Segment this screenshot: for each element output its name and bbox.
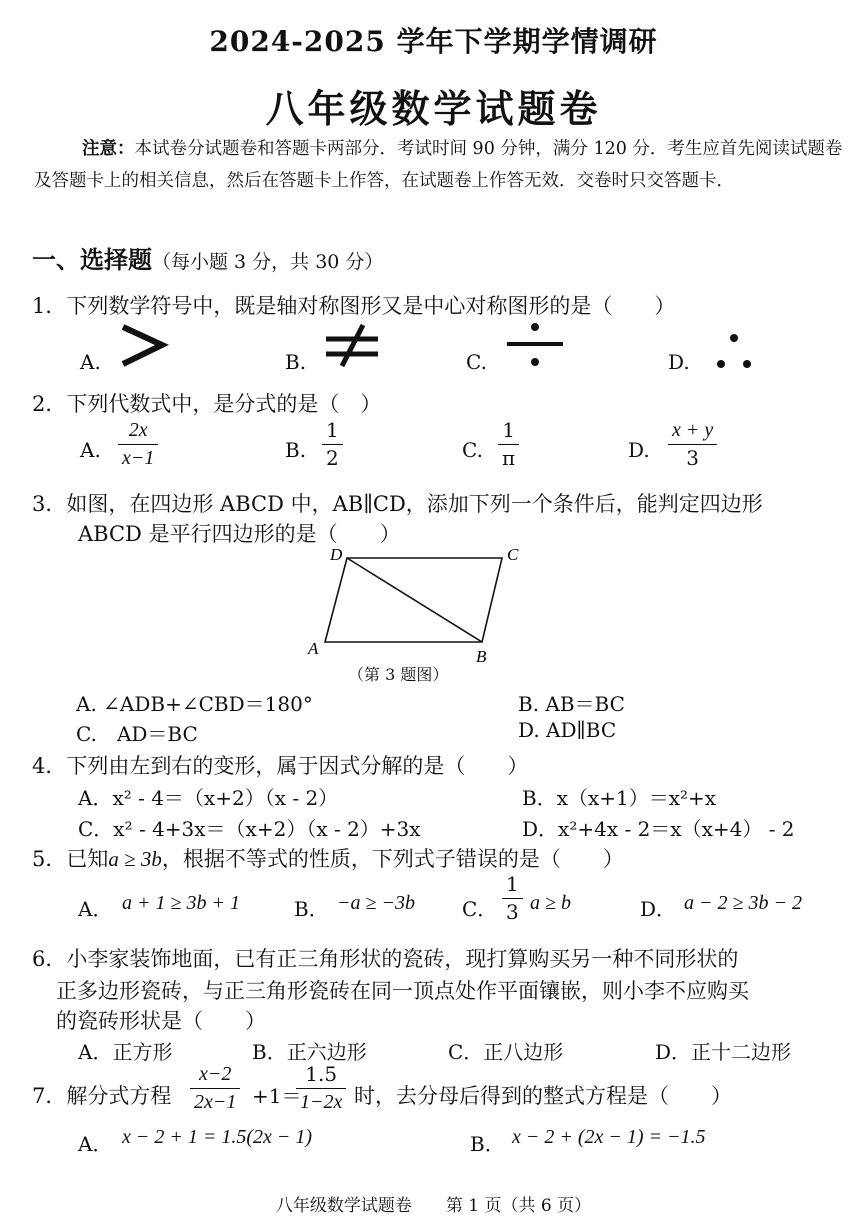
q5-option-b: −a ≥ −3b bbox=[337, 892, 415, 914]
vertex-label-c: C bbox=[507, 545, 519, 564]
q7-stem-suffix: 时，去分母后得到的整式方程是（ ） bbox=[354, 1084, 732, 1108]
q5-option-c-label: C． bbox=[462, 897, 498, 921]
parallelogram-figure bbox=[300, 540, 530, 665]
q2-d-denominator: 3 bbox=[686, 446, 699, 470]
q1-option-a-label: A. bbox=[80, 350, 101, 374]
vertex-label-d: D bbox=[330, 545, 343, 564]
q7-option-b: x − 2 + (2x − 1) = −1.5 bbox=[512, 1126, 706, 1148]
q1-option-b-label: B. bbox=[285, 350, 307, 374]
q7-plus-one: +1＝ bbox=[252, 1084, 302, 1108]
q2-c-denominator: π bbox=[502, 446, 516, 470]
q3-stem-line2: ABCD 是平行四边形的是（ ） bbox=[78, 522, 401, 546]
q6-option-c: C．正八边形 bbox=[448, 1040, 564, 1064]
division-symbol bbox=[503, 318, 567, 370]
section-note: （每小题 3 分，共 30 分） bbox=[152, 251, 384, 273]
q2-option-d-fraction bbox=[668, 420, 717, 469]
notice-text: 本试卷分试题卷和答题卡两部分．考试时间 90 分钟，满分 120 分．考生应首先阅读试题卷及答题卡上的相关信息，然后在答题卡上作答，在试题卷上作答无效．交卷时只交答题卡． bbox=[34, 139, 843, 191]
exam-title: 八年级数学试题卷 bbox=[265, 86, 602, 131]
q2-option-d-label: D. bbox=[628, 438, 650, 462]
q5-option-a: a + 1 ≥ 3b + 1 bbox=[122, 892, 240, 914]
q1-option-d-label: D. bbox=[668, 350, 690, 374]
footer-subject: 八年级数学试题卷 bbox=[275, 1196, 412, 1216]
q6-stem-line2: 正多边形瓷砖，与正三角形瓷砖在同一顶点处作平面镶嵌，则小李不应购买 bbox=[56, 979, 749, 1003]
footer-page-number: 第 1 页（共 6 页） bbox=[445, 1196, 592, 1216]
because-symbol bbox=[712, 330, 756, 372]
q5-option-c: a ≥ b bbox=[530, 892, 571, 914]
q2-b-numerator: 1 bbox=[322, 420, 343, 445]
q4-option-a: A．x² - 4＝（x+2）（x - 2） bbox=[78, 786, 339, 810]
page-footer bbox=[0, 1191, 867, 1216]
q7-left-denominator: 2x−1 bbox=[194, 1091, 237, 1113]
q5-option-c-fraction bbox=[502, 874, 523, 923]
q2-d-numerator: x + y bbox=[668, 420, 717, 445]
q7-stem-prefix: 7．解分式方程 bbox=[32, 1084, 172, 1108]
q2-option-a-label: A. bbox=[80, 438, 101, 462]
q5-option-b-label: B． bbox=[294, 897, 329, 921]
q5-condition: a ≥ 3b bbox=[108, 847, 162, 871]
q2-option-b-label: B. bbox=[285, 438, 307, 462]
q5-option-a-label: A． bbox=[78, 897, 113, 921]
q7-option-a: x − 2 + 1 = 1.5(2x − 1) bbox=[122, 1126, 313, 1148]
not-equal-symbol bbox=[322, 322, 382, 368]
q7-left-numerator: x−2 bbox=[190, 1064, 240, 1089]
section-heading bbox=[32, 240, 383, 275]
q6-stem-line1: 6．小李家装饰地面，已有正三角形状的瓷砖，现打算购买另一种不同形状的 bbox=[32, 947, 739, 971]
q6-stem-line3: 的瓷砖形状是（ ） bbox=[56, 1009, 266, 1033]
vertex-label-b: B bbox=[476, 647, 487, 665]
q2-stem: 2．下列代数式中，是分式的是（ ） bbox=[32, 392, 382, 416]
section-title: 一、选择题 bbox=[32, 245, 152, 274]
q5-c-denominator: 3 bbox=[506, 900, 519, 924]
q1-stem: 1．下列数学符号中，既是轴对称图形又是中心对称图形的是（ ） bbox=[32, 294, 676, 318]
q3-option-a: A. ∠ADB+∠CBD＝180° bbox=[76, 692, 313, 716]
vertex-label-a: A bbox=[308, 639, 319, 658]
q2-a-numerator: 2x bbox=[118, 420, 158, 445]
q5-stem-suffix: ，根据不等式的性质，下列式子错误的是（ ） bbox=[161, 847, 624, 871]
exam-notice bbox=[34, 133, 846, 197]
q4-option-d: D．x²+4x - 2＝x（x+4） - 2 bbox=[522, 817, 795, 841]
q7-fraction-left bbox=[190, 1064, 240, 1113]
q5-stem-prefix: 5．已知 bbox=[32, 847, 109, 871]
q4-option-c: C．x² - 4+3x＝（x+2）（x - 2）+3x bbox=[78, 817, 421, 841]
greater-than-symbol bbox=[118, 320, 170, 370]
exam-subtitle: 2024-2025 学年下学期学情调研 bbox=[209, 25, 658, 58]
q2-a-denominator: x−1 bbox=[122, 447, 155, 469]
q2-option-a-fraction bbox=[118, 420, 158, 469]
q4-stem: 4．下列由左到右的变形，属于因式分解的是（ ） bbox=[32, 754, 529, 778]
notice-label: 注意： bbox=[82, 139, 135, 159]
q7-right-denominator: 1−2x bbox=[300, 1091, 343, 1113]
q7-fraction-right bbox=[296, 1064, 346, 1113]
q2-option-c-fraction bbox=[498, 420, 519, 469]
q6-option-d: D．正十二边形 bbox=[655, 1040, 792, 1064]
q5-option-d-label: D． bbox=[640, 897, 677, 921]
q2-option-b-fraction bbox=[322, 420, 343, 469]
q7-option-b-label: B． bbox=[470, 1132, 505, 1156]
q2-c-numerator: 1 bbox=[498, 420, 519, 445]
q5-c-numerator: 1 bbox=[502, 874, 523, 899]
q2-option-c-label: C. bbox=[462, 438, 483, 462]
q3-figure-caption: （第 3 题图） bbox=[348, 665, 449, 684]
q7-option-a-label: A． bbox=[78, 1132, 113, 1156]
q3-option-c: C. AD＝BC bbox=[76, 722, 198, 746]
q7-right-numerator: 1.5 bbox=[296, 1064, 346, 1089]
q5-stem bbox=[32, 843, 624, 873]
q4-option-b: B．x（x+1）＝x²+x bbox=[522, 786, 717, 810]
q2-b-denominator: 2 bbox=[326, 446, 339, 470]
q3-stem-line1: 3．如图，在四边形 ABCD 中，AB∥CD，添加下列一个条件后，能判定四边形 bbox=[32, 492, 763, 516]
q6-option-b: B．正六边形 bbox=[252, 1040, 367, 1064]
q3-option-b: B. AB＝BC bbox=[518, 692, 625, 716]
q3-option-d: D. AD∥BC bbox=[518, 718, 617, 742]
q6-option-a: A．正方形 bbox=[78, 1040, 173, 1064]
q1-option-c-label: C. bbox=[466, 350, 487, 374]
q5-option-d: a − 2 ≥ 3b − 2 bbox=[684, 892, 802, 914]
